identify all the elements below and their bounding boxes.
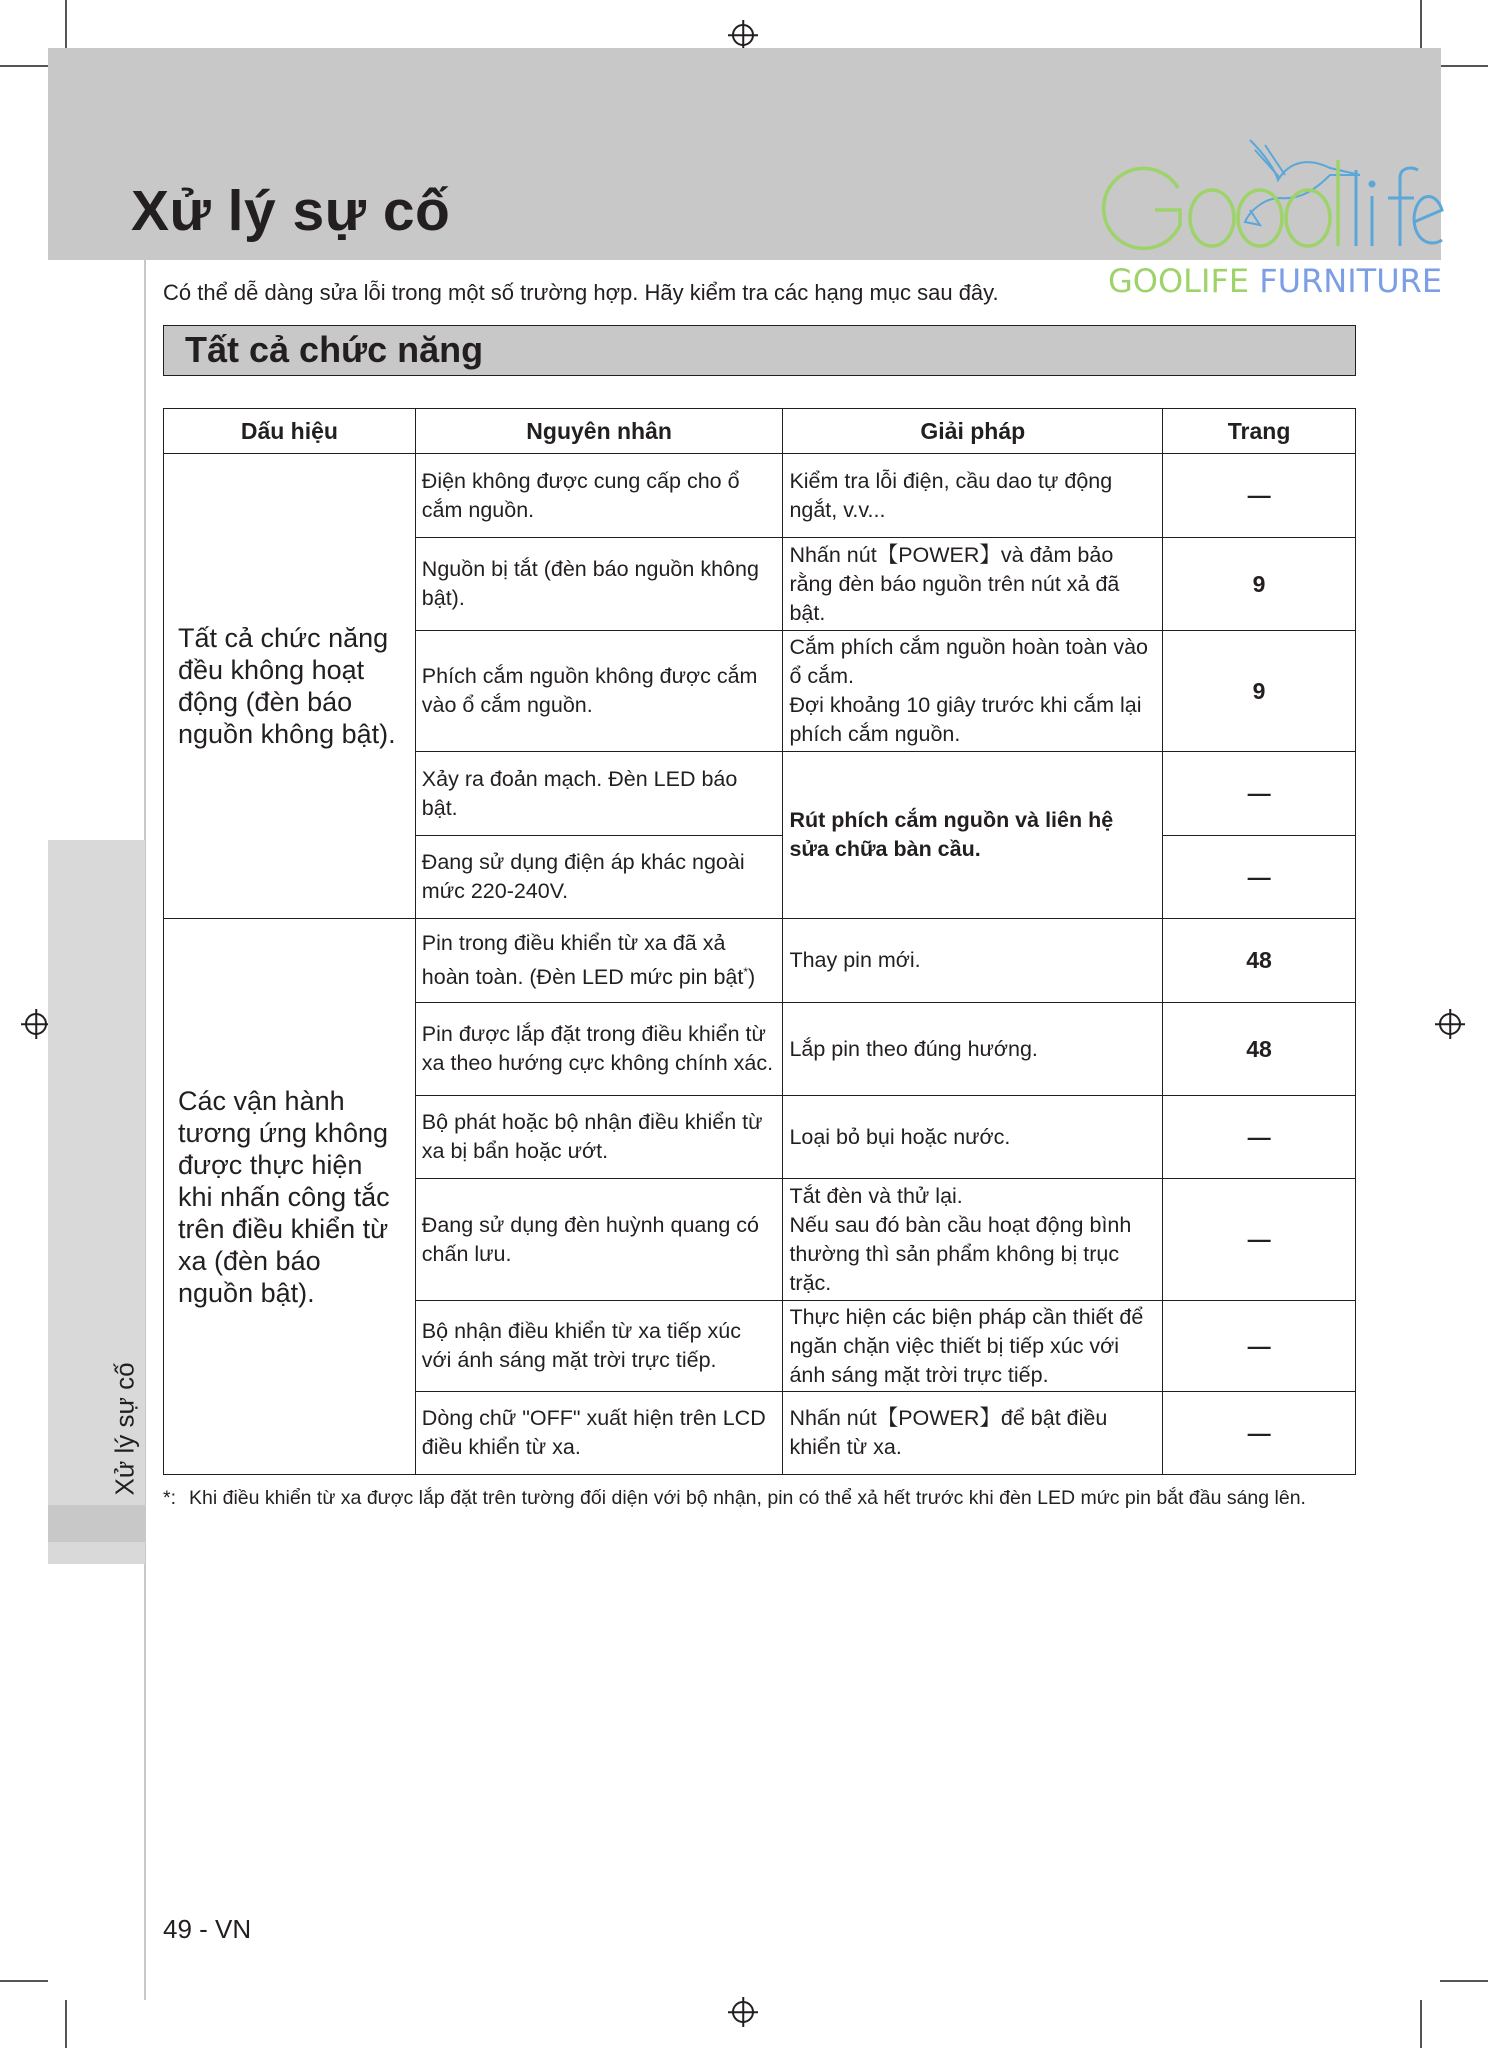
page-cell: —	[1163, 752, 1356, 836]
page-cell: —	[1163, 1096, 1356, 1179]
footnote-ref: *	[743, 964, 749, 979]
registration-mark-icon	[25, 1013, 47, 1035]
cause-text-end: )	[748, 965, 756, 990]
solution-cell: Kiểm tra lỗi điện, cầu dao tự động ngắt, v.v...	[783, 454, 1163, 538]
cause-cell: Đang sử dụng điện áp khác ngoài mức 220-240V.	[415, 836, 783, 919]
registration-mark-icon	[732, 2001, 754, 2023]
page-cell: 48	[1163, 919, 1356, 1003]
cause-cell: Nguồn bị tắt (đèn báo nguồn không bật).	[415, 538, 783, 631]
page-title: Xử lý sự cố	[131, 179, 451, 243]
solution-cell: Thực hiện các biện pháp cần thiết để ngăn chặn việc thiết bị tiếp xúc với ánh sáng mặt trời trực tiếp.	[783, 1301, 1163, 1392]
symptom-cell: Các vận hành tương ứng không được thực hiện khi nhấn công tắc trên điều khiển từ xa (đèn báo nguồn bật).	[164, 919, 416, 1475]
page-cell: —	[1163, 1392, 1356, 1475]
solution-cell: Nhấn nút【POWER】và đảm bảo rằng đèn báo nguồn trên nút xả đã bật.	[783, 538, 1163, 631]
column-header: Dấu hiệu	[164, 409, 416, 454]
footnote-mark: *:	[163, 1487, 177, 1509]
solution-cell: Nhấn nút【POWER】để bật điều khiển từ xa.	[783, 1392, 1163, 1475]
column-header: Giải pháp	[783, 409, 1163, 454]
column-header: Nguyên nhân	[415, 409, 783, 454]
crop-mark	[65, 2000, 67, 2048]
solution-cell: Tắt đèn và thử lại. Nếu sau đó bàn cầu hoạt động bình thường thì sản phẩm không bị trục trặc.	[783, 1179, 1163, 1301]
table-row	[164, 919, 1356, 1003]
crop-mark	[1440, 65, 1488, 67]
page-cell: 48	[1163, 1003, 1356, 1096]
footnote	[163, 1484, 1353, 1513]
crop-mark	[1440, 1980, 1488, 1982]
logo-sub-furniture: FURNITURE	[1259, 262, 1443, 300]
page-cell: 9	[1163, 631, 1356, 752]
registration-mark-icon	[732, 24, 754, 46]
page-cell: 9	[1163, 538, 1356, 631]
solution-cell: Thay pin mới.	[783, 919, 1163, 1003]
section-title: Tất cả chức năng	[163, 325, 1356, 376]
solution-cell: Lắp pin theo đúng hướng.	[783, 1003, 1163, 1096]
column-header: Trang	[1163, 409, 1356, 454]
cause-cell: Bộ phát hoặc bộ nhận điều khiển từ xa bị bẩn hoặc ướt.	[415, 1096, 783, 1179]
crop-mark	[0, 65, 48, 67]
cause-text: Pin trong điều khiển từ xa đã xả hoàn toàn. (Đèn LED mức pin bật	[421, 930, 744, 990]
troubleshooting-table	[163, 408, 1356, 1475]
side-tab-label: Xử lý sự cố	[109, 1362, 140, 1496]
cause-cell: Phích cắm nguồn không được cắm vào ổ cắm nguồn.	[415, 631, 783, 752]
solution-cell: Rút phích cắm nguồn và liên hệ sửa chữa bàn cầu.	[783, 752, 1163, 919]
page-number: 49 - VN	[163, 1914, 252, 1944]
crop-mark	[0, 1980, 48, 1982]
cause-cell: Điện không được cung cấp cho ổ cắm nguồn.	[415, 454, 783, 538]
cause-cell: Bộ nhận điều khiển từ xa tiếp xúc với ánh sáng mặt trời trực tiếp.	[415, 1301, 783, 1392]
crop-mark	[1420, 2000, 1422, 2048]
cause-cell: Dòng chữ "OFF" xuất hiện trên LCD điều khiển từ xa.	[415, 1392, 783, 1475]
page-cell: —	[1163, 1301, 1356, 1392]
registration-mark-icon	[1439, 1013, 1461, 1035]
intro-text: Có thể dễ dàng sửa lỗi trong một số trường hợp. Hãy kiểm tra các hạng mục sau đây.	[163, 280, 999, 305]
cause-cell: Xảy ra đoản mạch. Đèn LED báo bật.	[415, 752, 783, 836]
cause-cell: Đang sử dụng đèn huỳnh quang có chấn lưu.	[415, 1179, 783, 1301]
table-header-row	[164, 409, 1356, 454]
cause-cell: Pin được lắp đặt trong điều khiển từ xa theo hướng cực không chính xác.	[415, 1003, 783, 1096]
logo-sub-goolife: GOOLIFE	[1108, 262, 1250, 300]
side-tab-marker	[48, 1505, 145, 1542]
table-row	[164, 454, 1356, 538]
solution-cell: Cắm phích cắm nguồn hoàn toàn vào ổ cắm. Đợi khoảng 10 giây trước khi cắm lại phích cắm nguồn.	[783, 631, 1163, 752]
cause-cell	[415, 919, 783, 1003]
crop-mark	[65, 0, 67, 48]
page-cell: —	[1163, 1179, 1356, 1301]
solution-cell: Loại bỏ bụi hoặc nước.	[783, 1096, 1163, 1179]
page-cell: —	[1163, 836, 1356, 919]
goodlife-logo	[1100, 130, 1445, 305]
symptom-cell: Tất cả chức năng đều không hoạt động (đèn báo nguồn không bật).	[164, 454, 416, 919]
footnote-text: Khi điều khiển từ xa được lắp đặt trên tường đối diện với bộ nhận, pin có thể xả hết trước khi đèn LED mức pin bắt đầu sáng lên.	[189, 1487, 1306, 1509]
goodlife-logo-mark-icon	[1100, 130, 1445, 258]
page-cell: —	[1163, 454, 1356, 538]
crop-mark	[1420, 0, 1422, 48]
